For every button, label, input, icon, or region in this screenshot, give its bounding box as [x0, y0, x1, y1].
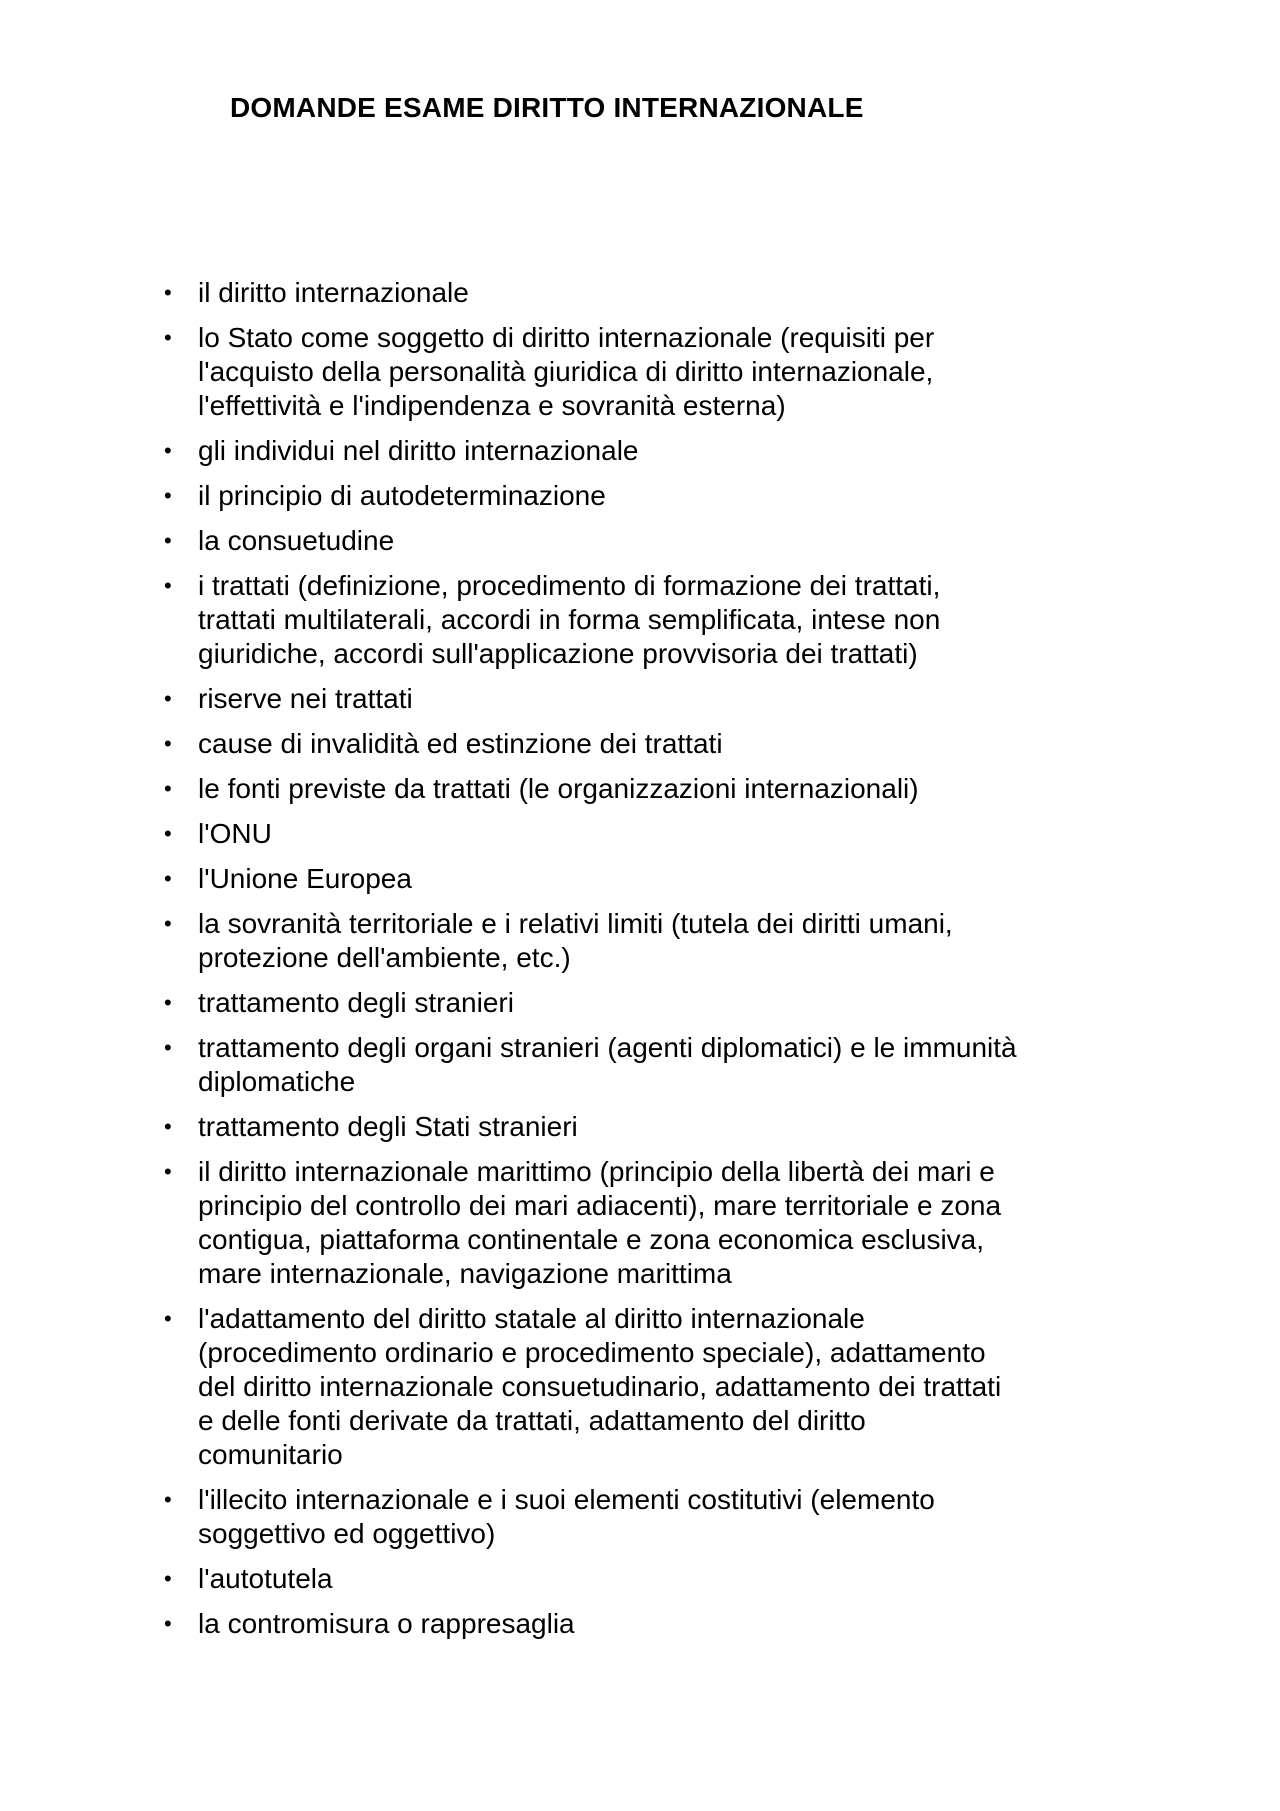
bullet-icon: •	[164, 573, 172, 598]
list-item	[0, 1155, 1018, 1291]
list-item	[0, 727, 1018, 761]
topic-text: i trattati (definizione, procedimento di formazione dei trattati, trattati multilaterali, accordi in forma semplificata, intese non giuridiche, accordi sull'applicazione provvisoria dei trattati)	[198, 570, 941, 669]
bullet-icon: •	[164, 731, 172, 756]
topic-text: l'illecito internazionale e i suoi elementi costitutivi (elemento soggettivo ed oggettivo)	[198, 1484, 935, 1549]
topic-text: lo Stato come soggetto di diritto internazionale (requisiti per l'acquisto della personalità giuridica di diritto internazionale, l'effettività e l'indipendenza e sovranità esterna)	[198, 322, 935, 421]
topic-text: il principio di autodeterminazione	[198, 480, 606, 511]
bullet-icon: •	[164, 1611, 172, 1636]
bullet-icon: •	[164, 1114, 172, 1139]
topic-text: il diritto internazionale marittimo (principio della libertà dei mari e principio del controllo dei mari adiacenti), mare territoriale e zona contigua, piattaforma continentale e zona economica esclusiva, mare internazionale, navigazione marittima	[198, 1156, 1002, 1289]
list-item	[0, 1483, 1018, 1551]
list-item	[0, 479, 1018, 513]
bullet-icon: •	[164, 528, 172, 553]
list-item	[0, 1607, 1018, 1641]
topic-text: l'ONU	[198, 818, 272, 849]
list-item	[0, 682, 1018, 716]
list-item	[0, 1562, 1018, 1596]
bullet-icon: •	[164, 280, 172, 305]
topic-text: il diritto internazionale	[198, 277, 469, 308]
list-item	[0, 1110, 1018, 1144]
list-item	[0, 772, 1018, 806]
topic-text: la consuetudine	[198, 525, 395, 556]
bullet-icon: •	[164, 866, 172, 891]
topic-text: cause di invalidità ed estinzione dei trattati	[198, 728, 723, 759]
bullet-icon: •	[164, 821, 172, 846]
bullet-icon: •	[164, 438, 172, 463]
list-item	[0, 862, 1018, 896]
bullet-icon: •	[164, 911, 172, 936]
list-item	[0, 986, 1018, 1020]
page-title: DOMANDE ESAME DIRITTO INTERNAZIONALE	[230, 92, 864, 123]
list-item	[0, 907, 1018, 975]
bullet-icon: •	[164, 776, 172, 801]
topic-text: l'autotutela	[198, 1563, 333, 1594]
bullet-icon: •	[164, 990, 172, 1015]
topic-text: l'Unione Europea	[198, 863, 412, 894]
bullet-icon: •	[164, 325, 172, 350]
list-item	[0, 1302, 1018, 1472]
list-item	[0, 569, 1018, 671]
list-item	[0, 321, 1018, 423]
topic-text: trattamento degli organi stranieri (agenti diplomatici) e le immunità diplomatiche	[198, 1032, 1017, 1097]
list-item	[0, 434, 1018, 468]
topic-text: trattamento degli Stati stranieri	[198, 1111, 578, 1142]
bullet-icon: •	[164, 483, 172, 508]
topic-text: riserve nei trattati	[198, 683, 413, 714]
list-item	[0, 1031, 1018, 1099]
topic-text: la sovranità territoriale e i relativi limiti (tutela dei diritti umani, protezione dell'ambiente, etc.)	[198, 908, 953, 973]
topic-list	[0, 276, 1280, 1652]
topic-text: trattamento degli stranieri	[198, 987, 514, 1018]
bullet-icon: •	[164, 1035, 172, 1060]
list-item	[0, 524, 1018, 558]
topic-text: le fonti previste da trattati (le organizzazioni internazionali)	[198, 773, 919, 804]
list-item	[0, 276, 1018, 310]
bullet-icon: •	[164, 686, 172, 711]
topic-text: gli individui nel diritto internazionale	[198, 435, 639, 466]
topic-text: la contromisura o rappresaglia	[198, 1608, 575, 1639]
bullet-icon: •	[164, 1566, 172, 1591]
topic-text: l'adattamento del diritto statale al diritto internazionale (procedimento ordinario e procedimento speciale), adattamento del diritto internazionale consuetudinario, adattamento dei trattati e delle fonti derivate da trattati, adattamento del diritto comunitario	[198, 1303, 1002, 1470]
bullet-icon: •	[164, 1306, 172, 1331]
bullet-icon: •	[164, 1159, 172, 1184]
bullet-icon: •	[164, 1487, 172, 1512]
list-item	[0, 817, 1018, 851]
